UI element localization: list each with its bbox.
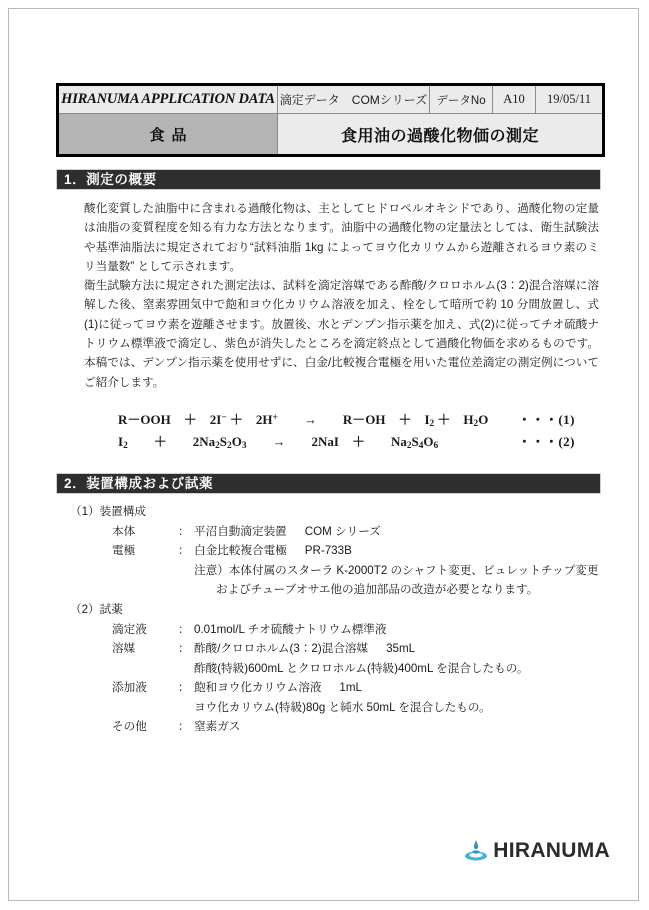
list-item [56,541,601,561]
colon-separator: ： [178,642,190,656]
term-electrode: 電極 [112,544,136,558]
apparatus-note-line-1: 注意）本体付属のスターラ K-2000T2 のシャフト変更、ビュレットチップ変更 [194,563,599,577]
footer-logo [463,838,610,864]
value-main-unit-name: 平沼自動滴定装置 [194,524,287,538]
section1-paragraph-1: 酸化変質した油脂中に含まれる過酸化物は、主としてヒドロペルオキシドであり、過酸化物の定量は油脂の変質程度を知る有力な方法となります。油脂中の過酸化物の定量法としては、衛生試験法や基準油脂法に規定されており“試料油脂 1kg によってヨウ化カリウムから遊離されるヨウ素のミリ当量数” として示されます。 [84,202,599,273]
category-badge: 食品 [58,114,278,156]
additive-preparation-note: ヨウ化カリウム(特級)80g と純水 50mL を混合したもの。 [194,700,491,714]
value-additive-volume: 1mL [339,681,362,695]
document-page [8,8,639,901]
document-date: 19/05/11 [536,85,604,114]
colon-separator: ： [178,622,190,636]
page-content [56,83,601,737]
term-solvent: 溶媒 [112,642,136,656]
value-electrode-model: PR-733B [304,544,352,558]
group-label-apparatus: （1）装置構成 [70,504,147,518]
value-titrant: 0.01mol/L チオ硫酸ナトリウム標準液 [194,622,387,636]
value-main-unit [194,522,601,542]
apparatus-note-line-2: およびチューブオサエ他の追加部品の改造が必要となります。 [216,583,539,597]
section1-paragraph-2: 衛生試験方法に規定された測定法は、試料を滴定溶媒である酢酸/クロロホルム(3：2)混合溶媒に溶解した後、窒素雰囲気中で飽和ヨウ化カリウム溶液を加え、栓をして暗所で約 10 分間放置し、式(1)に従ってヨウ素を遊離させます。放置後、水とデンプン指示薬を加え、式(2)に従ってチオ硫酸ナトリウム標準液で滴定し、紫色が消失したところを滴定終点として過酸化物価を求めるものです。本稿では、デンプン指示薬を使用せずに、白金/比較複合電極を用いた電位差滴定の測定例についてご紹介します。 [84,279,599,389]
value-other: 窒素ガス [194,720,241,734]
data-no-value: A10 [493,85,536,114]
brand-label: HIRANUMA APPLICATION DATA [58,85,278,114]
series-label: 滴定データ COMシリーズ [278,85,430,114]
term-additive: 添加液 [112,681,147,695]
value-electrode [194,541,601,561]
value-solvent-name: 酢酸/クロロホルム(3：2)混合溶媒 [194,642,369,656]
colon-separator: ： [178,720,190,734]
list-item [56,717,601,737]
value-main-unit-model: COM シリーズ [304,524,381,538]
equation-1-body: R－OOH ＋ 2I− ＋ 2H+ → R－OH ＋ $I_2$ ＋ $H_2O$ [118,411,489,430]
list-item [56,678,601,698]
value-electrode-name: 白金比較複合電極 [194,544,287,558]
value-additive [194,678,601,698]
equation-2-body: $I_2$ ＋ $2Na_2S_2O_3$ → 2NaI ＋ $Na_2S_4O_6$ [118,433,439,452]
document-title: 食用油の過酸化物価の測定 [278,114,604,156]
value-additive-name: 飽和ヨウ化カリウム溶液 [194,681,322,695]
header-meta-row [58,85,604,114]
colon-separator: ： [178,681,190,695]
chemical-equations [56,409,601,453]
equation-1-tag: ・・・(1) [517,411,575,427]
list-item [56,522,601,542]
document-header-table [56,83,605,157]
equation-2-tag: ・・・(2) [517,433,575,449]
list-item [56,639,601,659]
value-solvent-volume: 35mL [386,642,416,656]
solvent-preparation-note: 酢酸(特級)600mL とクロロホルム(特級)400mL を混合したもの。 [194,661,529,675]
section-heading-1: 1．測定の概要 [56,169,601,190]
term-other: その他 [112,720,147,734]
equation-row [118,409,601,431]
value-solvent [194,639,601,659]
colon-separator: ： [178,524,190,538]
section-heading-2: 2．装置構成および試薬 [56,473,601,494]
list-item [56,620,601,640]
hiranuma-droplet-icon [463,838,489,864]
colon-separator: ： [178,544,190,558]
equation-row [118,431,601,453]
group-label-reagents: （2）試薬 [70,602,123,616]
header-title-row [58,114,604,156]
data-no-label: データNo [430,85,493,114]
term-main-unit: 本体 [112,524,136,538]
term-titrant: 滴定液 [112,622,147,636]
hiranuma-wordmark: HIRANUMA [493,839,610,862]
